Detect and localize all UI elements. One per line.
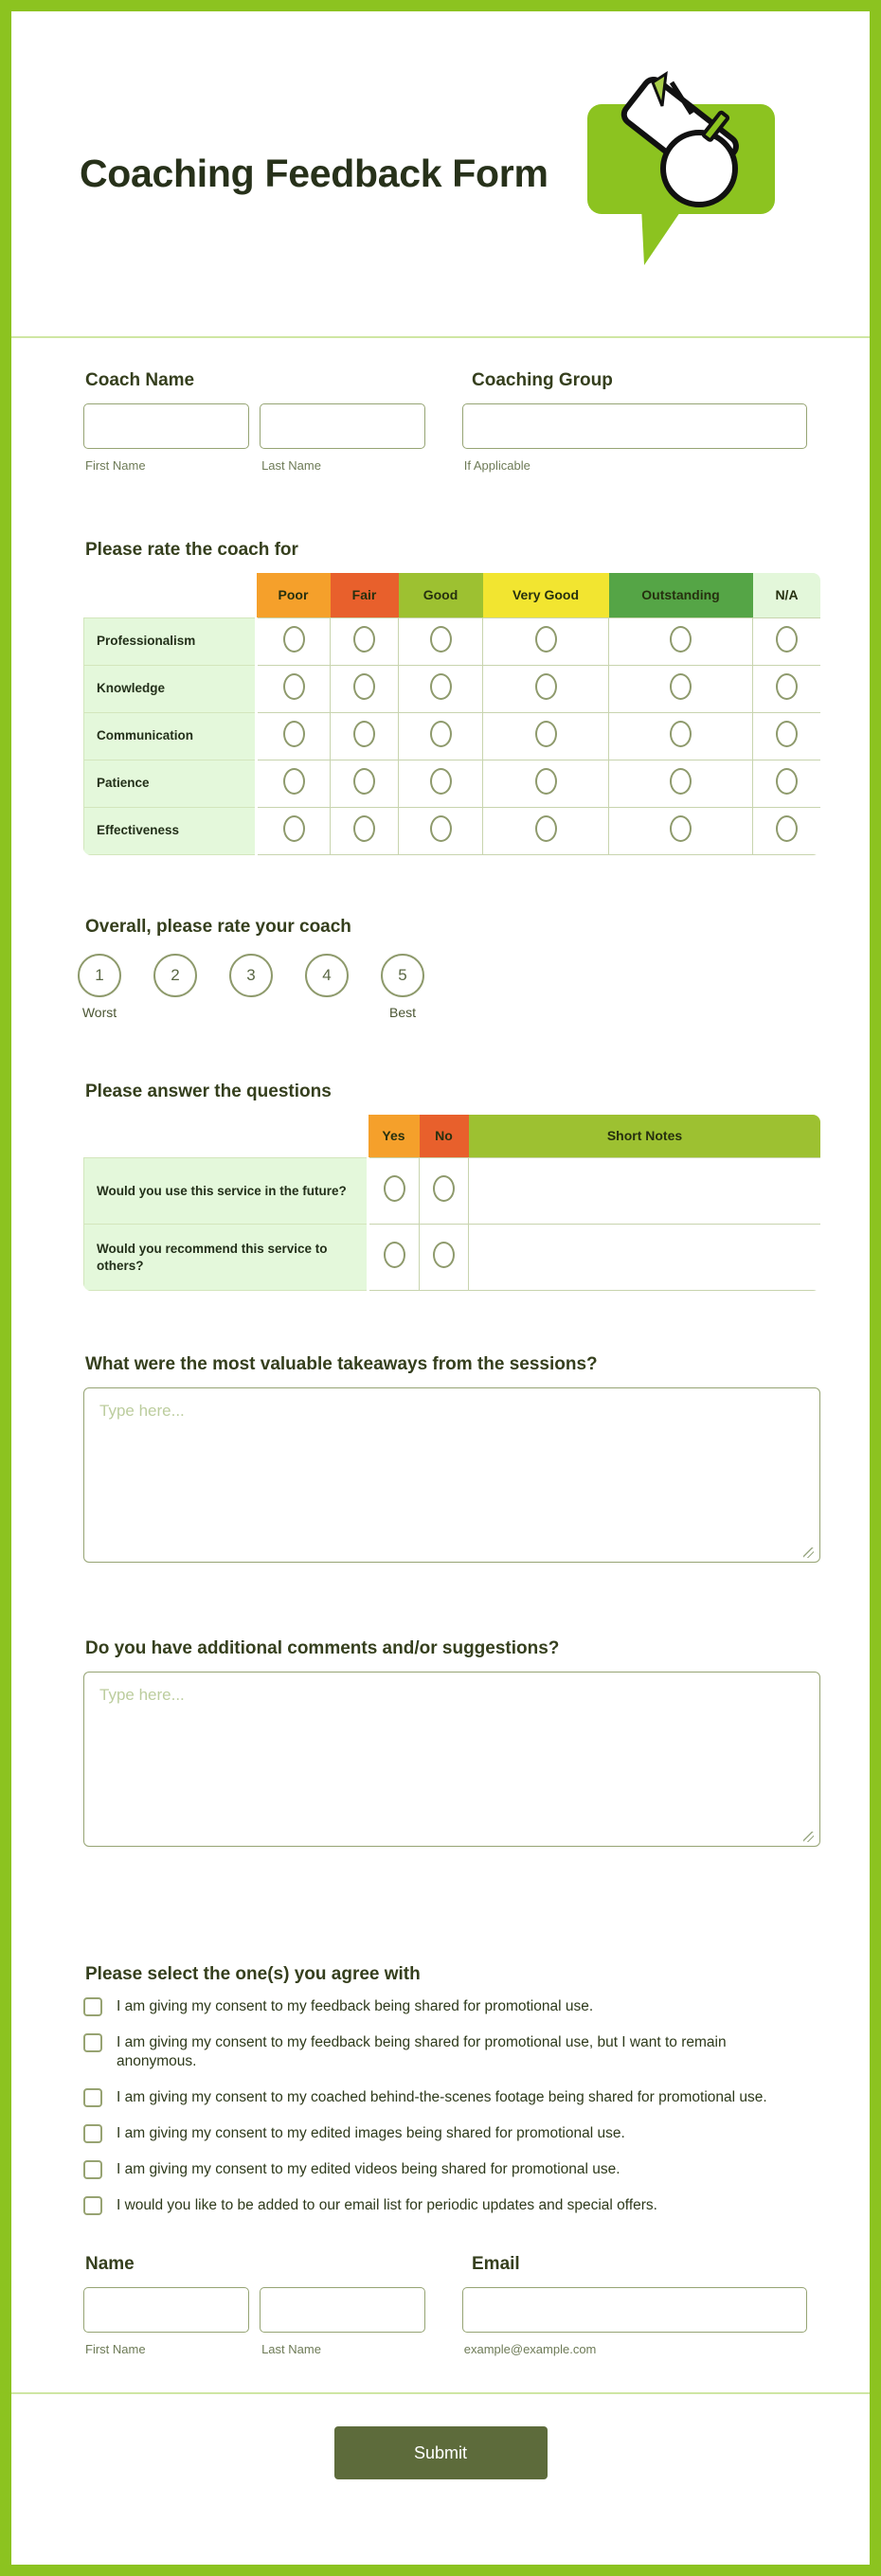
- consent-option[interactable]: [83, 2124, 807, 2143]
- scale-option-3[interactable]: 3: [229, 954, 273, 997]
- table-row: [84, 760, 821, 807]
- checkbox[interactable]: [83, 2196, 102, 2215]
- rating-radio[interactable]: [353, 815, 375, 842]
- comments-label: Do you have additional comments and/or suggestions?: [85, 1638, 560, 1658]
- table-row: [84, 1158, 821, 1225]
- row-label-use-service: Would you use this service in the future?: [84, 1158, 369, 1225]
- rating-matrix-table: [83, 573, 820, 855]
- rating-radio[interactable]: [535, 815, 557, 842]
- coach-name-label: Coach Name: [85, 370, 195, 390]
- yes-radio[interactable]: [384, 1242, 405, 1268]
- column-header-poor: Poor: [257, 573, 331, 617]
- submit-row: [11, 2426, 870, 2479]
- section-rating-matrix: [83, 539, 807, 855]
- checkbox[interactable]: [83, 1997, 102, 2016]
- rating-radio[interactable]: [776, 768, 798, 795]
- table-row: [84, 807, 821, 854]
- coach-first-name-input[interactable]: [83, 403, 249, 449]
- email-label: Email: [472, 2254, 520, 2274]
- column-header-yes: Yes: [369, 1115, 420, 1158]
- consent-option-label: I am giving my consent to my coached behind-the-scenes footage being shared for promotional use.: [117, 2089, 767, 2105]
- first-name-sublabel: First Name: [85, 2342, 146, 2356]
- rating-radio[interactable]: [283, 815, 305, 842]
- coaching-group-input[interactable]: [462, 403, 807, 449]
- takeaways-textarea[interactable]: [83, 1387, 820, 1563]
- no-radio[interactable]: [433, 1175, 455, 1202]
- table-row: [84, 665, 821, 712]
- checkbox[interactable]: [83, 2033, 102, 2052]
- rating-radio[interactable]: [430, 768, 452, 795]
- form-logo: [576, 55, 777, 279]
- coach-last-name-input[interactable]: [260, 403, 425, 449]
- rating-radio[interactable]: [776, 815, 798, 842]
- row-label-effectiveness: Effectiveness: [84, 807, 257, 854]
- rating-radio[interactable]: [283, 721, 305, 747]
- scale-min-label: Worst: [81, 1004, 117, 1020]
- name-label: Name: [85, 2254, 135, 2274]
- checkbox[interactable]: [83, 2088, 102, 2107]
- comments-textarea[interactable]: [83, 1672, 820, 1847]
- rating-radio[interactable]: [670, 721, 692, 747]
- consent-option-label: I am giving my consent to my edited videos being shared for promotional use.: [117, 2161, 620, 2177]
- scale-max-label: Best: [388, 1004, 416, 1020]
- rating-radio[interactable]: [430, 815, 452, 842]
- section-takeaways: [83, 1353, 807, 1567]
- submit-button[interactable]: Submit: [334, 2426, 548, 2479]
- column-header-good: Good: [399, 573, 483, 617]
- whistle-speech-bubble-logo: [576, 55, 777, 275]
- rating-radio[interactable]: [670, 673, 692, 700]
- rating-radio[interactable]: [353, 768, 375, 795]
- column-header-no: No: [420, 1115, 469, 1158]
- coaching-group-sublabel: If Applicable: [463, 458, 530, 473]
- questions-matrix-heading: Please answer the questions: [85, 1081, 332, 1101]
- overall-rating-heading: Overall, please rate your coach: [85, 916, 351, 937]
- rating-radio[interactable]: [430, 626, 452, 653]
- row-label-professionalism: Professionalism: [84, 617, 257, 665]
- consent-option-label: I am giving my consent to my edited images being shared for promotional use.: [117, 2125, 625, 2141]
- rating-radio[interactable]: [776, 626, 798, 653]
- scale-option-1[interactable]: 1: [78, 954, 121, 997]
- table-row: [84, 1225, 821, 1291]
- row-label-communication: Communication: [84, 712, 257, 760]
- section-contact: [83, 2253, 807, 2356]
- rating-radio[interactable]: [353, 673, 375, 700]
- consent-heading: Please select the one(s) you agree with: [85, 1964, 421, 1984]
- short-notes-cell[interactable]: [469, 1158, 821, 1225]
- resize-handle-icon[interactable]: [803, 1547, 814, 1558]
- consent-option[interactable]: [83, 2033, 807, 2071]
- email-input[interactable]: [462, 2287, 807, 2333]
- matrix-spacer-cell: [84, 1115, 369, 1158]
- scale-option-2[interactable]: 2: [153, 954, 197, 997]
- rating-radio[interactable]: [535, 721, 557, 747]
- matrix-spacer-cell: [84, 573, 257, 617]
- table-row: [84, 712, 821, 760]
- questions-matrix-table: [83, 1115, 820, 1292]
- rating-radio[interactable]: [353, 721, 375, 747]
- coaching-group-label: Coaching Group: [472, 370, 613, 390]
- resize-handle-icon[interactable]: [803, 1832, 814, 1842]
- section-consent: [83, 1963, 807, 2215]
- column-header-very-good: Very Good: [483, 573, 609, 617]
- row-label-patience: Patience: [84, 760, 257, 807]
- consent-option-label: I would you like to be added to our email list for periodic updates and special offers.: [117, 2197, 657, 2213]
- no-radio[interactable]: [433, 1242, 455, 1268]
- column-header-na: N/A: [753, 573, 821, 617]
- last-name-sublabel: Last Name: [261, 458, 321, 473]
- row-label-knowledge: Knowledge: [84, 665, 257, 712]
- rating-radio[interactable]: [430, 721, 452, 747]
- consent-option[interactable]: [83, 1997, 807, 2016]
- consent-option[interactable]: [83, 2196, 807, 2215]
- consent-option-label: I am giving my consent to my feedback being shared for promotional use.: [117, 1998, 594, 2014]
- rating-radio[interactable]: [283, 626, 305, 653]
- rating-radio[interactable]: [776, 721, 798, 747]
- column-header-fair: Fair: [331, 573, 399, 617]
- email-sublabel: example@example.com: [463, 2342, 597, 2356]
- footer-divider: [11, 2392, 870, 2394]
- scale-option-4[interactable]: 4: [305, 954, 349, 997]
- yes-radio[interactable]: [384, 1175, 405, 1202]
- page-title: Coaching Feedback Form: [80, 152, 548, 195]
- rating-radio[interactable]: [535, 673, 557, 700]
- consent-option-label: I am giving my consent to my feedback being shared for promotional use, but I want to remain anonymous.: [117, 2034, 727, 2069]
- rating-radio[interactable]: [535, 626, 557, 653]
- rating-matrix-heading: Please rate the coach for: [85, 540, 298, 560]
- checkbox[interactable]: [83, 2124, 102, 2143]
- rating-radio[interactable]: [670, 815, 692, 842]
- rating-radio[interactable]: [430, 673, 452, 700]
- section-comments: [83, 1637, 807, 1852]
- rating-radio[interactable]: [670, 626, 692, 653]
- section-questions-matrix: [83, 1081, 807, 1292]
- rating-radio[interactable]: [283, 673, 305, 700]
- consent-option[interactable]: [83, 2160, 807, 2179]
- first-name-input[interactable]: [83, 2287, 249, 2333]
- takeaways-label: What were the most valuable takeaways from the sessions?: [85, 1354, 598, 1374]
- rating-radio[interactable]: [670, 768, 692, 795]
- short-notes-cell[interactable]: [469, 1225, 821, 1291]
- row-label-recommend-service: Would you recommend this service to others?: [84, 1225, 369, 1291]
- form-header: [11, 11, 870, 338]
- last-name-sublabel: Last Name: [261, 2342, 321, 2356]
- column-header-outstanding: Outstanding: [609, 573, 753, 617]
- form-body: [11, 369, 870, 2356]
- section-overall-rating: [83, 916, 807, 1020]
- rating-radio[interactable]: [283, 768, 305, 795]
- rating-radio[interactable]: [353, 626, 375, 653]
- scale-option-5[interactable]: 5: [381, 954, 424, 997]
- rating-radio[interactable]: [535, 768, 557, 795]
- section-coach-name: [83, 369, 807, 473]
- rating-radio[interactable]: [776, 673, 798, 700]
- table-row: [84, 617, 821, 665]
- consent-option[interactable]: [83, 2088, 807, 2107]
- first-name-sublabel: First Name: [85, 458, 146, 473]
- last-name-input[interactable]: [260, 2287, 425, 2333]
- column-header-short-notes: Short Notes: [469, 1115, 821, 1158]
- checkbox[interactable]: [83, 2160, 102, 2179]
